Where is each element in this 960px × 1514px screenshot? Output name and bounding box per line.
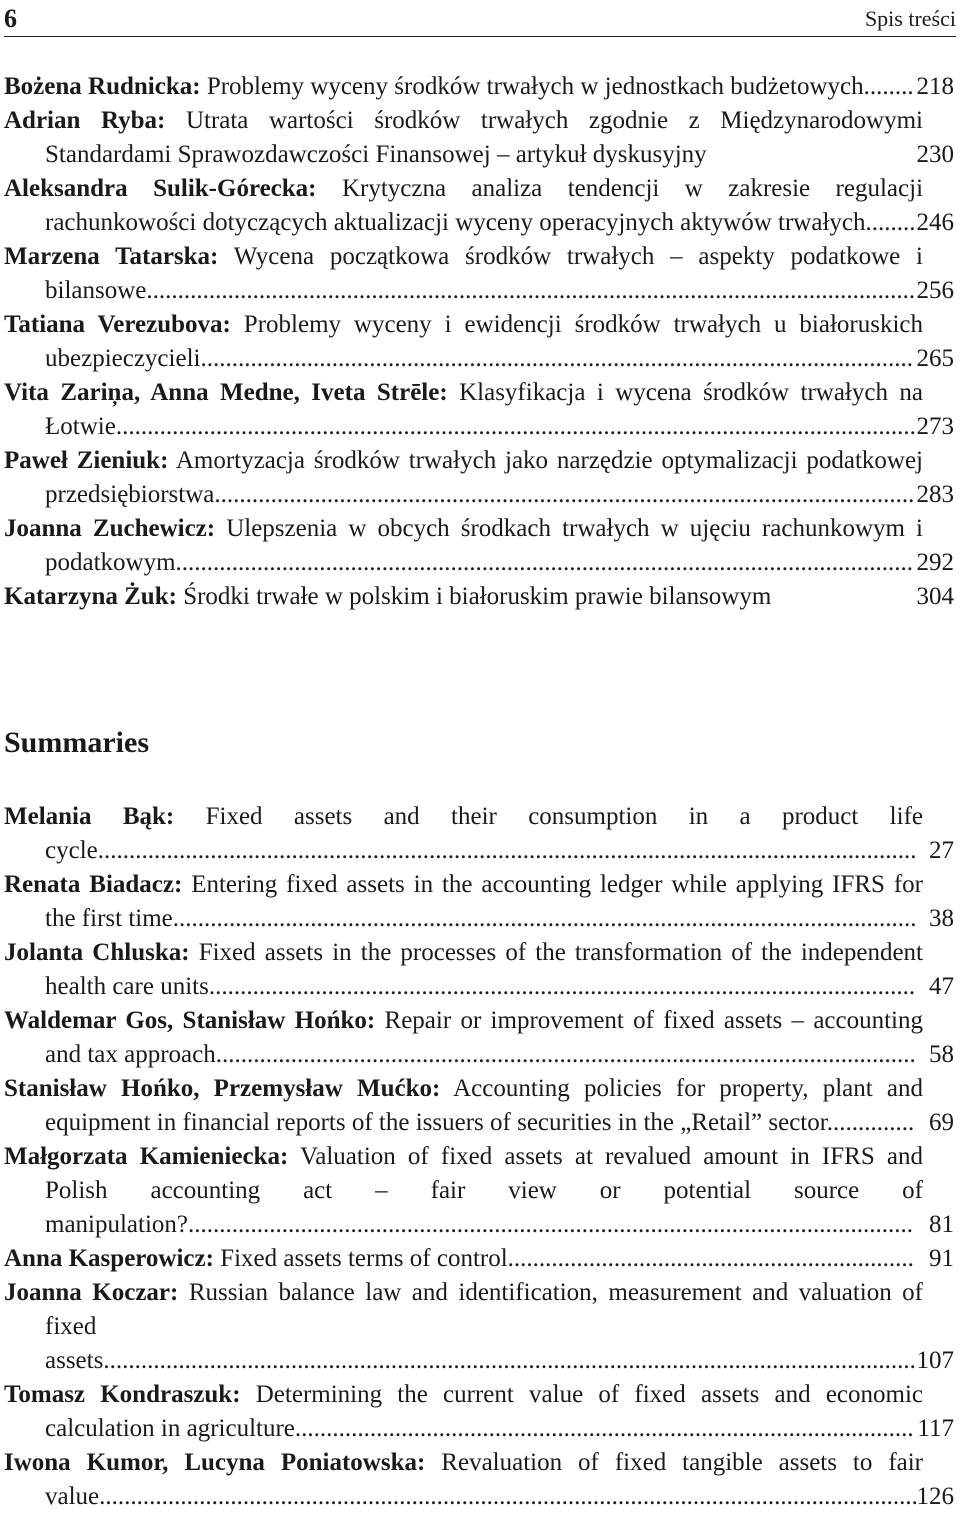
page-number: 6: [4, 4, 17, 33]
toc-entry: [4, 580, 956, 614]
toc-entry-title: Fixed assets and their consumption in a product life cycle: [45, 803, 923, 864]
toc-entry-text: [4, 1276, 923, 1378]
toc-entry-title: Krytyczna analiza tendencji w zakresie regulacji rachunkowości dotyczących aktualizacji wyceny operacyjnych aktywów trwałych: [45, 175, 924, 236]
toc-entry-author: Renata Biadacz:: [4, 871, 183, 898]
toc-entry-page: 27: [929, 837, 954, 864]
toc-entry-text: [4, 1242, 923, 1276]
toc-entry: [4, 240, 956, 308]
toc-entry-page: 265: [916, 345, 954, 372]
toc-entry: [4, 1378, 956, 1446]
dot-leader: ..................................................................................................................................: [103, 1347, 916, 1374]
toc-entry-title: Amortyzacja środków trwałych jako narzędzie optymalizacji podatkowej przedsiębiorstwa: [45, 447, 923, 508]
toc-entry-title: Fixed assets terms of control: [220, 1245, 508, 1272]
toc-entry-page: 81: [929, 1211, 954, 1238]
toc-entry-title: Fixed assets in the processes of the transformation of the independent health care units: [45, 939, 924, 1000]
toc-entry-title: Accounting policies for property, plant and equipment in financial reports of the issuers of securities in the „Retail” sector: [45, 1075, 924, 1136]
toc-list-polish: [4, 70, 956, 614]
toc-entry-author: Vita Zariņa, Anna Medne, Iveta Strēle:: [4, 379, 448, 406]
dot-leader: .................................................................................................................: [208, 973, 916, 1000]
toc-entry-page: 246: [916, 209, 954, 236]
toc-entry-text: [4, 444, 923, 512]
toc-entry-text: [4, 512, 923, 580]
toc-entry-page: 69: [929, 1109, 954, 1136]
toc-entry-title: Revaluation of fixed tangible assets to fair value: [45, 1449, 924, 1510]
toc-entry-text: [4, 1004, 923, 1072]
toc-entry-author: Melania Bąk:: [4, 803, 175, 830]
toc-entry: [4, 172, 956, 240]
toc-entry: [4, 1004, 956, 1072]
toc-entry-author: Aleksandra Sulik-Górecka:: [4, 175, 317, 202]
toc-entry: [4, 104, 956, 172]
toc-entry-title: Ulepszenia w obcych środkach trwałych w ujęciu rachunkowym i podatkowym: [45, 515, 924, 576]
toc-entry-author: Tatiana Verezubova:: [4, 311, 231, 338]
toc-entry-page: 47: [929, 973, 954, 1000]
toc-entry-author: Katarzyna Żuk:: [4, 583, 177, 610]
summaries-heading: Summaries: [4, 726, 149, 759]
toc-entry-title: Russian balance law and identification, measurement and valuation of fixed assets: [45, 1279, 924, 1374]
dot-leader: ........: [865, 209, 916, 236]
toc-entry: [4, 1140, 956, 1242]
dot-leader: ................................................................................................................................: [115, 413, 916, 440]
toc-entry-author: Joanna Koczar:: [4, 1279, 179, 1306]
toc-entry: [4, 376, 956, 444]
toc-entry-title: Utrata wartości środków trwałych zgodnie z Międzynarodowymi Standardami Sprawozdawczości Finansowej – artykuł dyskusyjny: [45, 107, 923, 168]
toc-entry-title: Entering fixed assets in the accounting ledger while applying IFRS for the first time: [45, 871, 923, 932]
toc-entry-page: 292: [916, 549, 954, 576]
toc-entry-page: 304: [916, 583, 954, 610]
toc-entry: [4, 512, 956, 580]
toc-entry: [4, 1276, 956, 1378]
toc-entry: [4, 1072, 956, 1140]
toc-entry-text: [4, 376, 923, 444]
toc-entry-text: [4, 308, 923, 376]
toc-entry-author: Małgorzata Kamieniecka:: [4, 1143, 289, 1170]
toc-entry-page: 126: [916, 1483, 954, 1510]
dot-leader: ...................................................................................................................................: [99, 1483, 918, 1510]
running-title: Spis treści: [864, 6, 956, 31]
toc-entry-title: Klasyfikacja i wycena środków trwałych na Łotwie: [45, 379, 923, 440]
toc-entry-page: 107: [916, 1347, 954, 1374]
toc-entry-text: [4, 1446, 923, 1514]
toc-entry-text: [4, 70, 923, 104]
toc-entry: [4, 444, 956, 512]
toc-entry-text: [4, 800, 923, 868]
toc-entry-page: 218: [916, 73, 954, 100]
toc-entry-author: Tomasz Kondraszuk:: [4, 1381, 241, 1408]
dot-leader: ................................................................................................................: [214, 481, 915, 508]
toc-entry-title: Wycena początkowa środków trwałych – aspekty podatkowe i bilansowe: [45, 243, 923, 304]
toc-entry-page: 91: [929, 1245, 954, 1272]
toc-entry-title: Problemy wyceny środków trwałych w jednostkach budżetowych: [206, 73, 864, 100]
toc-entry-title: Środki trwałe w polskim i białoruskim prawie bilansowym: [183, 583, 772, 610]
toc-entry-author: Waldemar Gos, Stanisław Hońko:: [4, 1007, 376, 1034]
toc-entry-page: 273: [916, 413, 954, 440]
toc-entry-text: [4, 936, 923, 1004]
toc-entry-title: Valuation of fixed assets at revalued amount in IFRS and Polish accounting act – fair view or potential source of manipulation?: [45, 1143, 923, 1238]
dot-leader: ...........................................................................................................................: [146, 277, 916, 304]
toc-entry-text: [4, 240, 923, 308]
toc-entry-page: 58: [929, 1041, 954, 1068]
toc-entry-page: 256: [916, 277, 954, 304]
dot-leader: .................................................................: [507, 1245, 914, 1272]
dot-leader: ........: [863, 73, 914, 100]
dot-leader: ......................................................................................................................: [175, 549, 914, 576]
page-header: [4, 0, 956, 37]
toc-entry: [4, 936, 956, 1004]
toc-entry-text: [4, 104, 923, 172]
toc-entry: [4, 868, 956, 936]
toc-entry-author: Stanisław Hońko, Przemysław Mućko:: [4, 1075, 441, 1102]
toc-entry-title: Determining the current value of fixed assets and economic calculation in agriculture: [45, 1381, 923, 1442]
toc-entry-page: 283: [916, 481, 954, 508]
toc-entry-title: Repair or improvement of fixed assets – accounting and tax approach: [45, 1007, 923, 1068]
toc-entry-author: Anna Kasperowicz:: [4, 1245, 214, 1272]
toc-entry: [4, 1242, 956, 1276]
dot-leader: ................................................................................................................: [215, 1041, 916, 1068]
toc-list-summaries: [4, 800, 956, 1514]
dot-leader: ...................................................................................................................................: [97, 837, 917, 864]
toc-entry: [4, 1446, 956, 1514]
toc-entry-text: [4, 580, 923, 614]
toc-entry-title: Problemy wyceny i ewidencji środków trwałych u białoruskich ubezpieczycieli: [45, 311, 924, 372]
toc-entry-author: Iwona Kumor, Lucyna Poniatowska:: [4, 1449, 426, 1476]
toc-entry-author: Adrian Ryba:: [4, 107, 166, 134]
toc-entry-author: Joanna Zuchewicz:: [4, 515, 216, 542]
toc-entry-text: [4, 1140, 923, 1242]
toc-entry-text: [4, 868, 923, 936]
dot-leader: ....................................................................................................................: [188, 1211, 914, 1238]
toc-entry: [4, 800, 956, 868]
dot-leader: .......................................................................................................................: [172, 905, 917, 932]
dot-leader: ...................................................................................................: [294, 1415, 914, 1442]
toc-entry: [4, 70, 956, 104]
dot-leader: ..............: [826, 1109, 915, 1136]
toc-entry-text: [4, 1378, 923, 1446]
toc-entry-author: Marzena Tatarska:: [4, 243, 219, 270]
toc-entry-author: Jolanta Chluska:: [4, 939, 190, 966]
toc-entry-page: 230: [916, 141, 954, 168]
toc-entry-author: Paweł Zieniuk:: [4, 447, 169, 474]
dot-leader: ..................................................................................................................: [200, 345, 913, 372]
toc-entry-author: Bożena Rudnicka:: [4, 73, 201, 100]
toc-entry-page: 117: [917, 1415, 954, 1442]
toc-entry-text: [4, 172, 923, 240]
toc-entry-page: 38: [929, 905, 954, 932]
toc-entry: [4, 308, 956, 376]
toc-entry-text: [4, 1072, 923, 1140]
